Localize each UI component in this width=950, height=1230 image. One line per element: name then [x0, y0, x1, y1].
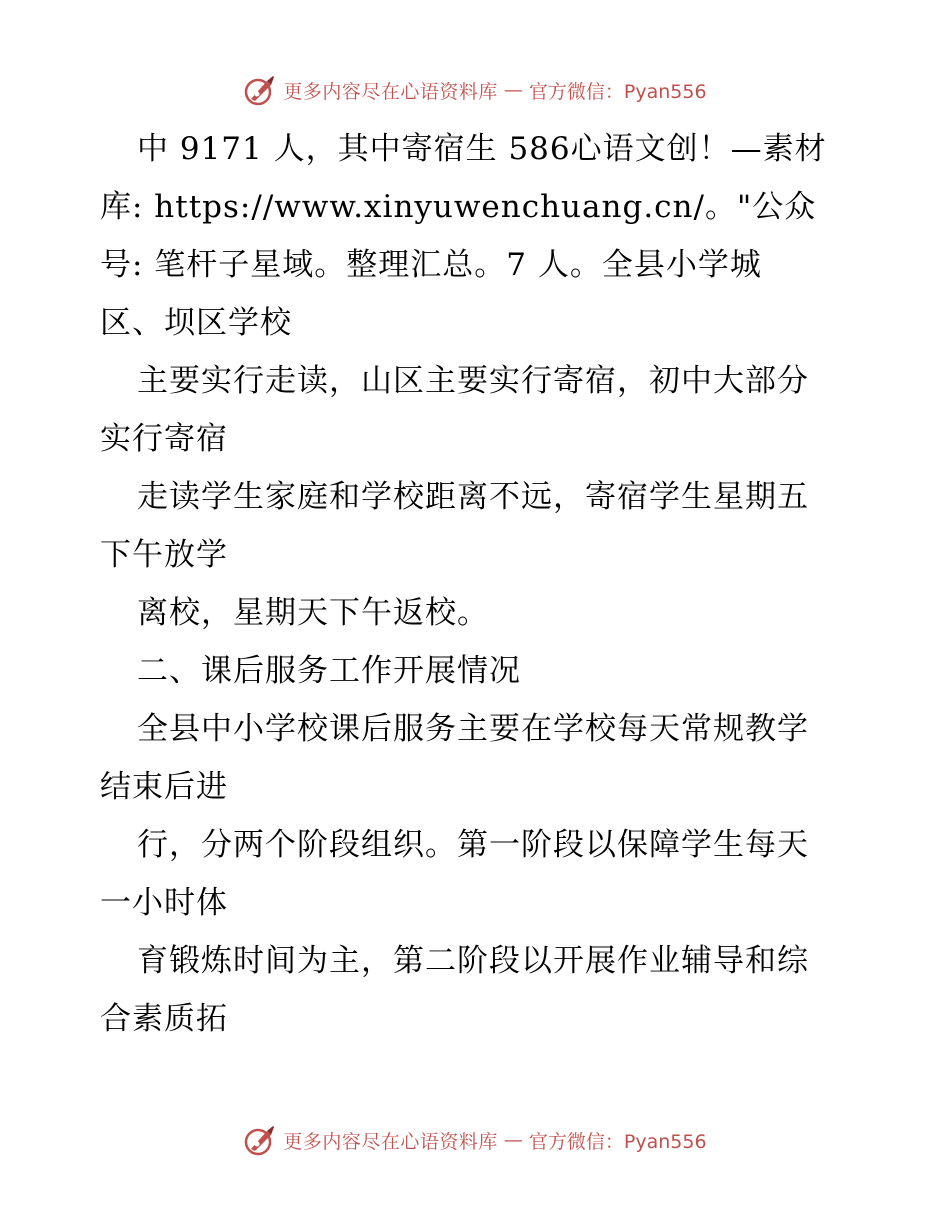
- footer-banner: [0, 1120, 950, 1160]
- pen-logo-icon: [243, 73, 277, 107]
- text-line: 实行寄宿: [100, 421, 228, 457]
- text-line: 号: 笔杆子星域。整理汇总。7 人。全县小学城: [100, 247, 762, 283]
- pen-logo-icon: [243, 1123, 277, 1157]
- header-banner-content: [243, 73, 706, 107]
- text-line: 中 9171 人，其中寄宿生 586心语文创！—素材: [137, 131, 827, 167]
- banner-contact: 官方微信：Pyan556: [528, 80, 707, 103]
- text-line: 一小时体: [100, 885, 228, 921]
- banner-text: 更多内容尽在心语资料库: [283, 80, 498, 103]
- text-line: 下午放学: [100, 537, 228, 573]
- text-line: 离校，星期天下午返校。: [137, 595, 489, 631]
- text-line: 区、坝区学校: [100, 305, 292, 341]
- section-heading: 二、课后服务工作开展情况: [137, 653, 521, 689]
- text-line: 库: https://www.xinyuwenchuang.cn/。"公众: [100, 189, 817, 225]
- banner-text: 更多内容尽在心语资料库: [283, 1130, 498, 1153]
- banner-separator: —: [503, 79, 523, 101]
- text-line: 行，分两个阶段组织。第一阶段以保障学生每天: [137, 827, 809, 863]
- header-banner: [0, 70, 950, 110]
- banner-separator: —: [503, 1129, 523, 1151]
- text-line: 育锻炼时间为主，第二阶段以开展作业辅导和综: [137, 943, 809, 979]
- text-line: 结束后进: [100, 769, 228, 805]
- text-line: 全县中小学校课后服务主要在学校每天常规教学: [137, 711, 809, 747]
- document-body: [100, 120, 860, 1048]
- text-line: 走读学生家庭和学校距离不远，寄宿学生星期五: [137, 479, 809, 515]
- footer-banner-content: [243, 1123, 706, 1157]
- banner-contact: 官方微信：Pyan556: [528, 1130, 707, 1153]
- text-line: 主要实行走读，山区主要实行寄宿，初中大部分: [137, 363, 809, 399]
- text-line: 合素质拓: [100, 1001, 228, 1037]
